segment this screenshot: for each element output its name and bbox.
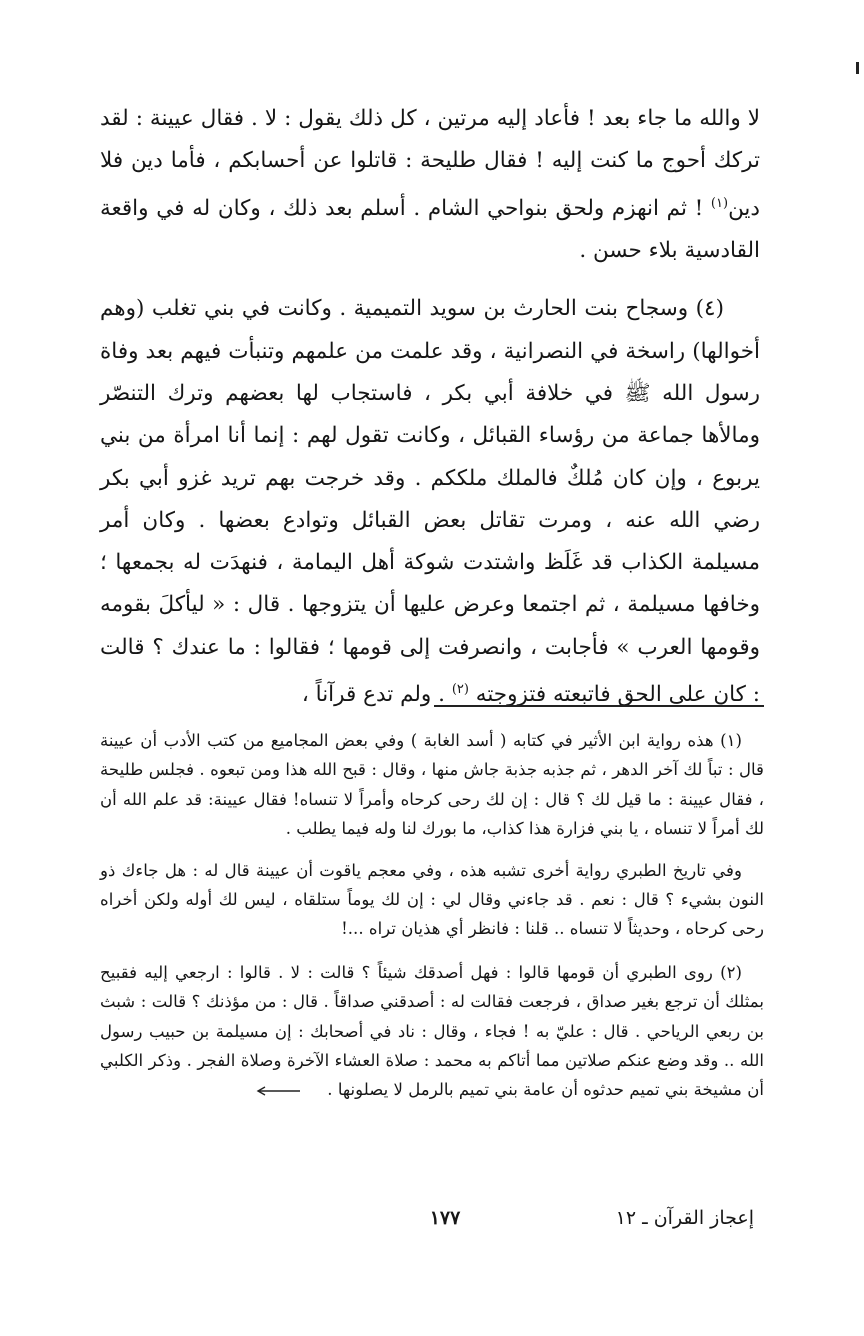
paragraph-tulayha-end: لا والله ما جاء بعد ! فأعاد إليه مرتين ، كل ذلك يقول : لا . فقال عيينة : لقد تركك أحوج ما كنت إليه ! فقال طليحة : قاتلوا عن أحسابكم ، فأما دين فلا دين$^{(١)}$ ! ثم انهزم ولحق بنواحي الشام . أسلم بعد ذلك ، وكان له في واقعة القادسية بلاء حسن . (100, 106, 760, 264)
footnote-1-continued: وفي تاريخ الطبري رواية أخرى تشبه هذه ، وفي معجم ياقوت أن عيينة قال له : هل جاءك ذو النون بشيء ؟ قال : نعم . قد جاءني وقال لي : إن لك يوماً ستلقاه ، ليس لك أوله ولكن أخراه رحى كرحاه ، وحديثاً لا تنساه .. قلنا : فانظر أي هذيان تراه ...! (100, 860, 764, 939)
paragraph-sajah: (٤) وسجاح بنت الحارث بن سويد التميمية . وكانت في بني تغلب (وهم أخوالها) راسخة في النصرانية ، وقد علمت من علمهم وتنبأت فيهم بعد وفاة رسول الله ﷺ في خلافة أبي بكر ، فاستجاب لها بعضهم وترك التنصّر ومالأها جماعة من رؤساء القبائل ، وكانت تقول لهم : إنما أنا امرأة من بني يربوع ، وإن كان مُلكٌ فالملك ملككم . وقد خرجت بهم تريد غزو أبي بكر رضي الله عنه ، ومرت تقاتل بعض القبائل وتوادع بعضها . وكان أمر مسيلمة الكذاب قد غَلَظ واشتدت شوكة أهل اليمامة ، فنهدَت له بجمعها ؛ وخافها مسيلمة ، ثم اجتمعا وعرض عليها أن يتزوجها . قال : « ليأكلَ بقومه وقومها العرب » فأجابت ، وانصرفت إلى قومها ؛ فقالوا : ما عندك ؟ قالت : كان على الحق فاتبعته فتزوجته $^{(٢)}$ . ولم تدع قرآناً ، (100, 296, 760, 708)
footnote-ref-2: (٢) (451, 682, 469, 698)
running-title: إعجاز القرآن ـ ١٢ (615, 1207, 754, 1229)
footnote-2: (٢) روى الطبري أن قومها قالوا : فهل أصدقك شيئاً ؟ قالت : لا . قالوا : ارجعي إليه فقبيح بمثلك أن ترجع بغير صداق ، فرجعت فقالت له : أصدقني صداقاً . قال : من مؤذنك ؟ قالت : شبث بن ربعي الرياحي . قال : عليّ به ! فجاء ، وقال : ناد في أصحابك : إن مسيلمة بن حبيب رسول الله .. وقد وضع عنكم صلاتين مما أتاكم به محمد : صلاة العشاء الآخرة وصلاة الفجر . وذكر الكلبي أن مشيخة بني تميم حدثوه أن عامة بني تميم بالرمل لا يصلونها . (100, 962, 764, 1100)
page-footer (0, 1207, 864, 1237)
footnote-separator (434, 705, 764, 707)
main-text (100, 98, 760, 716)
page-edge-mark (856, 62, 859, 74)
continuation-arrow-icon (255, 1086, 301, 1096)
footnote-1: (١) هذه رواية ابن الأثير في كتابه ( أسد الغابة ) وفي بعض المجاميع من كتب الأدب أن عيينة قال : تباً لك آخر الدهر ، ثم جذبه جذبة جاش منها ، وقال : قبح الله هذا ومن تبعوه . فجلس طليحة ، فقال عيينة : ما قيل لك ؟ قال : إن لك رحى كرحاه وأمراً لا تنساه! فقال عيينة: قد علم الله أن لك أمراً لا تنساه ، يا بني فزارة هذا كذاب، ما بورك لنا وله فيما يطلب . (100, 731, 764, 839)
footnotes (100, 726, 764, 1105)
footnote-ref-1: (١) (710, 195, 729, 211)
page-number: ١٧٧ (429, 1207, 461, 1229)
